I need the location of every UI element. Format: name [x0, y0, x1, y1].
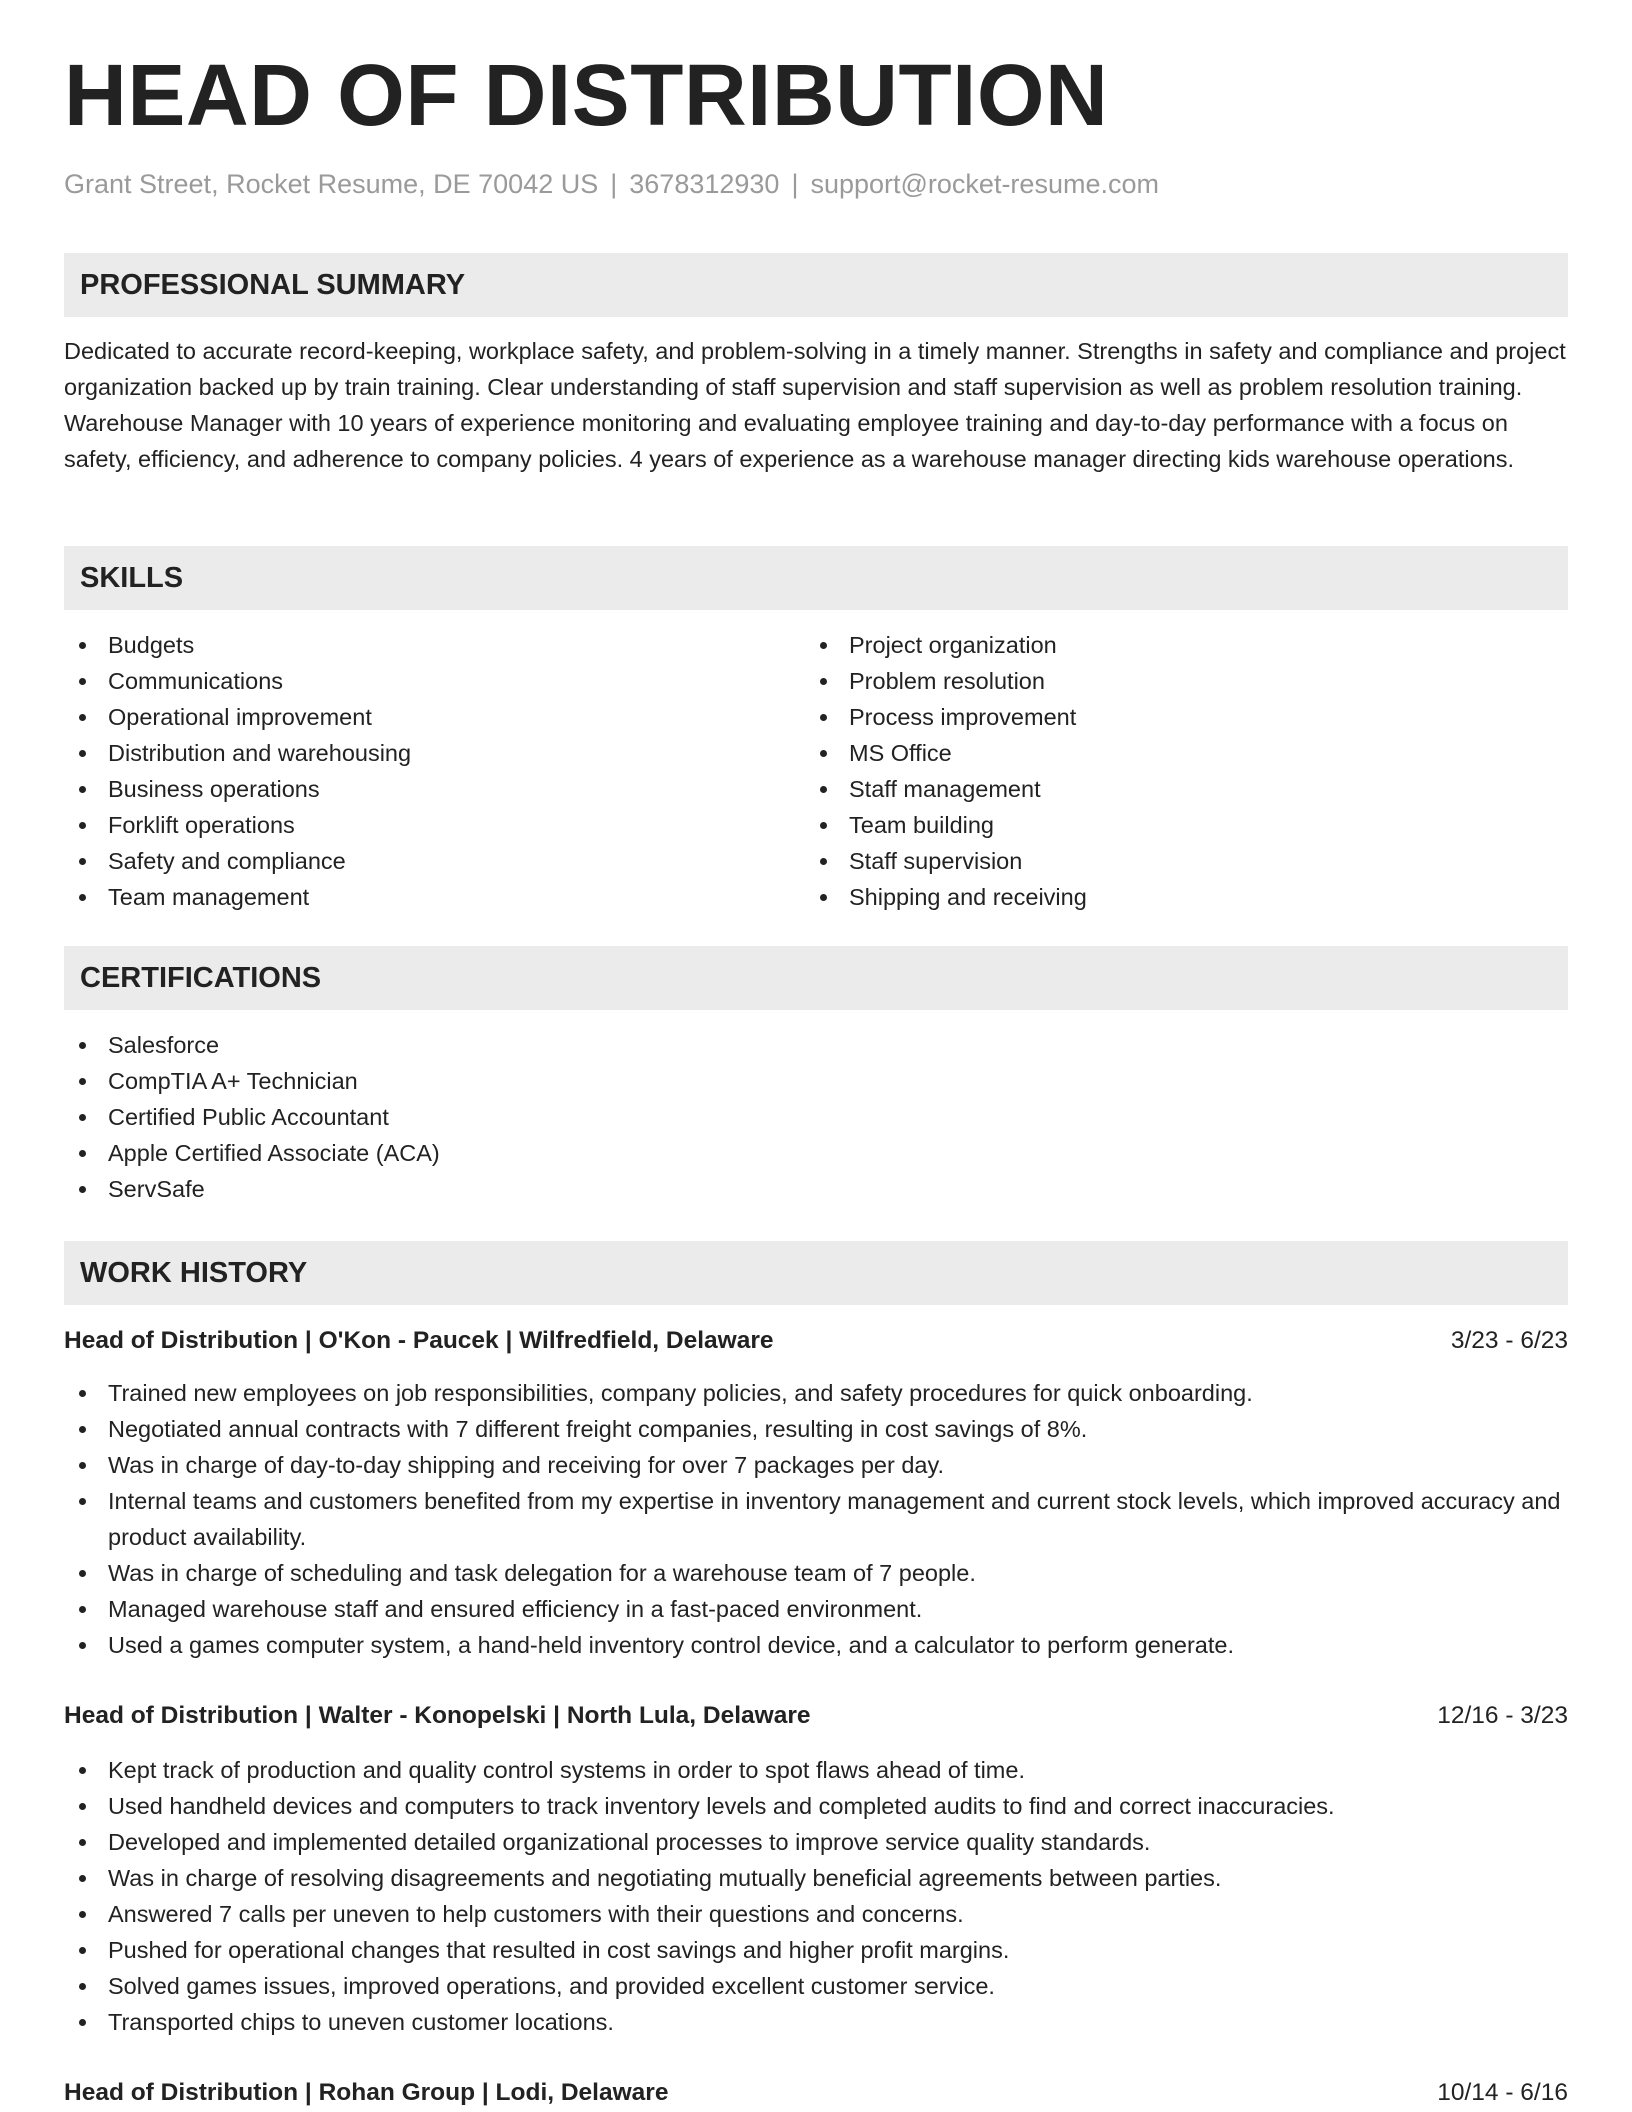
- skill-item: Process improvement: [805, 699, 1545, 735]
- skill-item: Budgets: [64, 627, 804, 663]
- job-bullet: Was in charge of resolving disagreements and negotiating mutually beneficial agreements between parties.: [64, 1860, 1568, 1896]
- resume-title: HEAD OF DISTRIBUTION: [64, 47, 1109, 144]
- section-heading-skills: SKILLS: [64, 546, 1568, 610]
- skills-list-left: [64, 627, 804, 915]
- job-title: Head of Distribution | Rohan Group | Lodi, Delaware: [64, 2079, 669, 2106]
- skill-item: Safety and compliance: [64, 843, 804, 879]
- certification-item: Salesforce: [64, 1027, 1568, 1063]
- contact-phone: 3678312930: [629, 169, 780, 199]
- contact-separator: |: [610, 169, 618, 199]
- skill-item: Communications: [64, 663, 804, 699]
- section-heading-summary: PROFESSIONAL SUMMARY: [64, 253, 1568, 317]
- job-bullet: Internal teams and customers benefited from my expertise in inventory management and current stock levels, which improved accuracy and product availability.: [64, 1483, 1568, 1555]
- certifications-list: [64, 1027, 1568, 1207]
- skill-item: Team building: [805, 807, 1545, 843]
- job-bullet: Kept track of production and quality control systems in order to spot flaws ahead of time.: [64, 1752, 1568, 1788]
- skill-item: Project organization: [805, 627, 1545, 663]
- job-title: Head of Distribution | O'Kon - Paucek | Wilfredfield, Delaware: [64, 1327, 774, 1354]
- job-bullets: [64, 1752, 1568, 2040]
- job-bullets: [64, 1375, 1568, 1663]
- contact-line: [64, 168, 1159, 200]
- job-bullet: Was in charge of day-to-day shipping and receiving for over 7 packages per day.: [64, 1447, 1568, 1483]
- job-bullet: Trained new employees on job responsibilities, company policies, and safety procedures for quick onboarding.: [64, 1375, 1568, 1411]
- job-bullet: Transported chips to uneven customer locations.: [64, 2004, 1568, 2040]
- job-title: Head of Distribution | Walter - Konopelski | North Lula, Delaware: [64, 1702, 811, 1729]
- certification-item: Apple Certified Associate (ACA): [64, 1135, 1568, 1171]
- certification-item: CompTIA A+ Technician: [64, 1063, 1568, 1099]
- skill-item: Operational improvement: [64, 699, 804, 735]
- summary-text: Dedicated to accurate record-keeping, workplace safety, and problem-solving in a timely manner. Strengths in safety and compliance and project organization backed up by train training. Clear understanding of staff supervision and staff supervision as well as problem resolution training. Warehouse Manager with 10 years of experience monitoring and evaluating employee training and day-to-day performance with a focus on safety, efficiency, and adherence to company policies. 4 years of experience as a warehouse manager directing kids warehouse operations.: [64, 338, 1566, 472]
- job-bullet: Answered 7 calls per uneven to help customers with their questions and concerns.: [64, 1896, 1568, 1932]
- job-date: 10/14 - 6/16: [1437, 2079, 1568, 2106]
- skill-item: Staff management: [805, 771, 1545, 807]
- certification-item: Certified Public Accountant: [64, 1099, 1568, 1135]
- skill-item: Business operations: [64, 771, 804, 807]
- skill-item: Team management: [64, 879, 804, 915]
- job-bullet: Used a games computer system, a hand-held inventory control device, and a calculator to perform generate.: [64, 1627, 1568, 1663]
- skill-item: MS Office: [805, 735, 1545, 771]
- skill-item: Forklift operations: [64, 807, 804, 843]
- section-heading-certifications: CERTIFICATIONS: [64, 946, 1568, 1010]
- job-date: 12/16 - 3/23: [1437, 1702, 1568, 1729]
- job-bullet: Used handheld devices and computers to track inventory levels and completed audits to find and correct inaccuracies.: [64, 1788, 1568, 1824]
- job-bullet: Solved games issues, improved operations, and provided excellent customer service.: [64, 1968, 1568, 2004]
- skill-item: Distribution and warehousing: [64, 735, 804, 771]
- skills-list-right: [805, 627, 1545, 915]
- certification-item: ServSafe: [64, 1171, 1568, 1207]
- job-date: 3/23 - 6/23: [1450, 1327, 1568, 1354]
- job-bullet: Developed and implemented detailed organizational processes to improve service quality standards.: [64, 1824, 1568, 1860]
- contact-address: Grant Street, Rocket Resume, DE 70042 US: [64, 169, 599, 199]
- job-bullet: Managed warehouse staff and ensured efficiency in a fast-paced environment.: [64, 1591, 1568, 1627]
- job-bullet: Was in charge of scheduling and task delegation for a warehouse team of 7 people.: [64, 1555, 1568, 1591]
- contact-email: support@rocket-resume.com: [810, 169, 1159, 199]
- skill-item: Shipping and receiving: [805, 879, 1545, 915]
- section-heading-work-history: WORK HISTORY: [64, 1241, 1568, 1305]
- contact-separator: |: [791, 169, 799, 199]
- job-bullet: Pushed for operational changes that resulted in cost savings and higher profit margins.: [64, 1932, 1568, 1968]
- skill-item: Staff supervision: [805, 843, 1545, 879]
- job-bullet: Negotiated annual contracts with 7 different freight companies, resulting in cost savings of 8%.: [64, 1411, 1568, 1447]
- skill-item: Problem resolution: [805, 663, 1545, 699]
